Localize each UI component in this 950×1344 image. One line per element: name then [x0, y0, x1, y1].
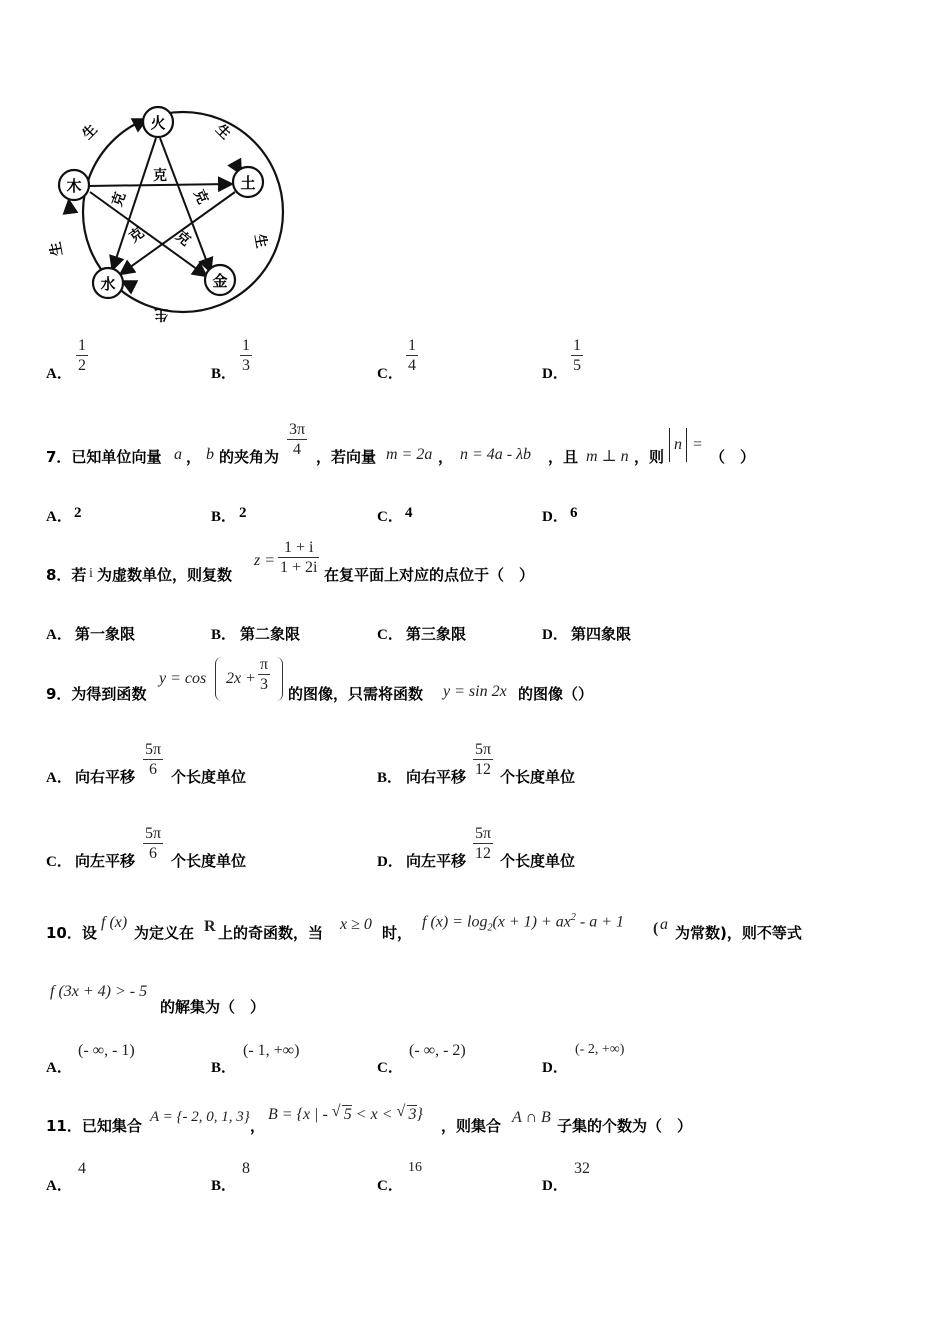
option-text: 8 — [242, 1160, 250, 1177]
svg-text:土: 土 — [240, 174, 256, 192]
option-letter: A． — [46, 1060, 72, 1076]
cos-argument: 2x + — [226, 670, 256, 687]
option-fraction: 5π 12 — [475, 741, 492, 778]
option-text: 2 — [239, 505, 247, 521]
option-letter: A． — [46, 1178, 72, 1194]
option-text: 向左平移 — [406, 852, 467, 870]
q8-text: 8．若 — [46, 566, 87, 584]
q10-text: 为常数)，则不等式 — [675, 924, 802, 942]
ke-label: 克 — [153, 168, 167, 184]
option-fraction: 1 4 — [408, 337, 416, 374]
q11-text: 11．已知集合 — [46, 1117, 142, 1135]
sheng-label: 生 — [251, 232, 270, 250]
node-wood — [59, 170, 89, 200]
option-letter: B． — [211, 1178, 237, 1194]
z-equals: z = — [254, 552, 276, 569]
q10-text: 的解集为（ ） — [160, 998, 266, 1016]
option-text: 向右平移 — [406, 768, 467, 786]
option-letter: D． — [542, 1178, 568, 1194]
q10-text: 为定义在 — [134, 924, 195, 942]
node-fire — [143, 107, 173, 137]
option-text: 16 — [408, 1160, 422, 1175]
q7-text: 的夹角为 — [219, 448, 280, 466]
sheng-label: 生 — [154, 306, 168, 322]
option-text: 32 — [574, 1160, 590, 1177]
equals-sign: = — [693, 436, 703, 453]
option-letter: A． — [46, 770, 72, 786]
intersection: A ∩ B — [512, 1109, 551, 1126]
option-letter: D． — [542, 366, 568, 382]
option-letter: D． — [377, 854, 403, 870]
set-b: B = {x | - √ 5 < x < √ 3} — [268, 1103, 423, 1123]
q7-text: ， — [438, 448, 454, 466]
ke-label: 克 — [172, 228, 194, 250]
angle-fraction: 3π 4 — [289, 421, 306, 458]
sheng-label: 生 — [212, 121, 234, 143]
option-fraction: 1 5 — [573, 337, 581, 374]
q9-text: 的图像，只需将函数 — [288, 685, 424, 703]
vector-b: b — [206, 446, 214, 463]
option-text: (- ∞, - 2) — [409, 1042, 466, 1059]
paren-left — [215, 657, 222, 701]
option-letter: C． — [377, 1060, 403, 1076]
q11-text: ， — [250, 1117, 266, 1135]
q8-text: 为虚数单位，则复数 — [97, 566, 233, 584]
vector-a: a — [174, 446, 182, 463]
option-text: 第一象限 — [75, 625, 136, 643]
option-text: 个长度单位 — [500, 768, 576, 786]
cos-function: y = cos — [159, 670, 207, 687]
abs-bar-left — [669, 428, 670, 462]
option-text: (- ∞, - 1) — [78, 1042, 135, 1059]
paren-right — [276, 657, 283, 701]
svg-text:金: 金 — [212, 272, 228, 290]
option-letter: B． — [377, 770, 403, 786]
arc-arrow — [124, 282, 132, 286]
q9-text: 9．为得到函数 — [46, 685, 147, 703]
sheng-label: 生 — [47, 240, 66, 258]
q10-paren-open: ( — [653, 920, 659, 937]
abs-bar-right — [686, 428, 687, 462]
ke-label: 克 — [126, 224, 148, 246]
option-fraction: 5π 12 — [475, 825, 492, 862]
option-letter: C． — [377, 509, 403, 525]
sheng-label: 生 — [79, 121, 101, 143]
q7-text: ，则 — [634, 448, 665, 466]
option-fraction: 1 3 — [242, 337, 250, 374]
option-letter: C． — [377, 627, 403, 643]
node-metal — [205, 265, 235, 295]
option-text: 向左平移 — [75, 852, 136, 870]
function-definition: f $(x) = \log_2(x + 1) + ax^2 - a + 1$ — [422, 912, 625, 934]
q10-text: 时， — [382, 924, 413, 942]
node-water — [93, 268, 123, 298]
option-text: 4 — [78, 1160, 86, 1177]
option-text: 第四象限 — [571, 625, 632, 643]
option-letter: A． — [46, 509, 72, 525]
svg-text:水: 水 — [100, 275, 116, 293]
f-of-x: f (x) — [101, 914, 128, 931]
q9-text: 的图像（） — [518, 685, 594, 703]
option-text: (- 1, +∞) — [243, 1042, 300, 1059]
option-fraction: 5π 6 — [145, 825, 162, 862]
option-text: 4 — [405, 505, 413, 521]
option-letter: C． — [377, 1178, 403, 1194]
ke-label: 克 — [190, 187, 211, 207]
option-letter: A． — [46, 366, 72, 382]
option-letter: D． — [542, 1060, 568, 1076]
real-set: R — [204, 918, 216, 935]
param-a: a — [660, 916, 668, 933]
q7-text: 7．已知单位向量 — [46, 448, 162, 466]
q8-text: 在复平面上对应的点位于（ ） — [324, 566, 535, 584]
option-letter: C． — [377, 366, 403, 382]
option-text: 个长度单位 — [500, 852, 576, 870]
sin-function: y = sin 2x — [443, 683, 507, 700]
q7-text: ， — [186, 448, 202, 466]
ke-label: 克 — [109, 190, 130, 209]
option-text: 向右平移 — [75, 768, 136, 786]
domain-condition: x ≥ 0 — [340, 916, 372, 933]
option-letter: B． — [211, 1060, 237, 1076]
option-letter: B． — [211, 366, 237, 382]
option-letter: D． — [542, 509, 568, 525]
n-expression: n = 4a - λb — [460, 446, 532, 463]
q11-text: ，则集合 — [441, 1117, 502, 1135]
phase-fraction: π 3 — [260, 656, 269, 693]
option-text: 个长度单位 — [171, 768, 247, 786]
arc-arrow — [69, 202, 70, 210]
option-fraction: 5π 6 — [145, 741, 162, 778]
option-letter: D． — [542, 627, 568, 643]
perp-expression: m ⊥ n — [586, 448, 629, 465]
five-elements-diagram — [47, 100, 290, 330]
svg-text:火: 火 — [150, 114, 166, 132]
complex-fraction: 1 + i 1 + 2i — [280, 539, 318, 576]
option-fraction: 1 2 — [78, 337, 86, 374]
svg-text:木: 木 — [66, 177, 82, 195]
q7-text: （ ） — [710, 448, 756, 466]
option-text: 6 — [570, 505, 578, 521]
option-letter: B． — [211, 509, 237, 525]
option-letter: C． — [46, 854, 72, 870]
q7-text: ，且 — [548, 448, 579, 466]
option-letter: A． — [46, 627, 72, 643]
q10-text: 10．设 — [46, 924, 97, 942]
m-expression: m = 2a — [386, 446, 433, 463]
option-letter: B． — [211, 627, 237, 643]
node-earth — [233, 167, 263, 197]
option-text: 第二象限 — [240, 625, 301, 643]
option-text: (- 2, +∞) — [575, 1042, 625, 1057]
option-text: 个长度单位 — [171, 852, 247, 870]
set-a: A = {- 2, 0, 1, 3} — [150, 1109, 250, 1125]
q7-text: ，若向量 — [316, 448, 377, 466]
imaginary-unit: i — [89, 566, 93, 581]
q10-text: 上的奇函数，当 — [218, 924, 324, 942]
option-text: 2 — [74, 505, 82, 521]
abs-n: n — [674, 436, 682, 453]
option-text: 第三象限 — [406, 625, 467, 643]
q11-text: 子集的个数为（ ） — [557, 1117, 693, 1135]
inequality: f (3x + 4) > - 5 — [50, 983, 148, 1000]
